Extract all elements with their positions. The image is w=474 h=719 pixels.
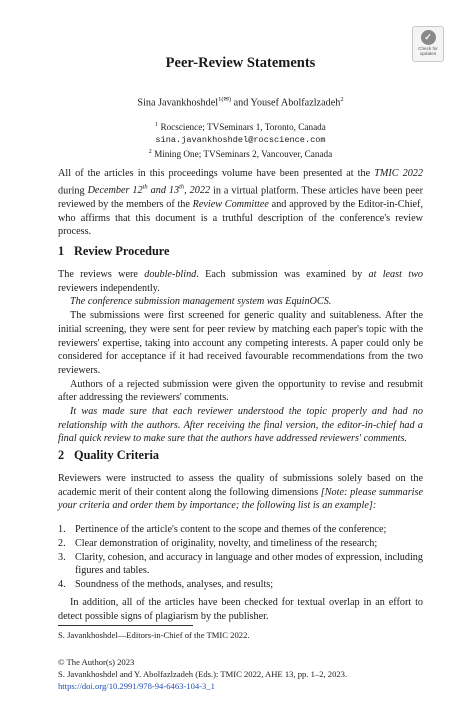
section-2-title: Quality Criteria [74,448,160,462]
section-2-number: 2 [58,448,65,462]
footnote-rule [58,625,193,626]
list-item-number: 3. [58,551,66,563]
s2-p1-note: [Note: please summarise your criteria and order them by importance; the following list is an example]: [58,486,423,512]
intro-date-th-1: th [142,183,148,191]
list-item [58,578,423,592]
paper-title: Peer-Review Statements [165,55,316,71]
s1-p1-text-e: reviewers independently. [58,282,160,294]
criteria-list [58,523,423,592]
affiliation-1 [58,119,423,134]
intro-date-2: , 2022 [184,185,211,197]
intro-text-1: All of the articles in this proceedings volume have been presented at the [58,168,375,179]
s1-paragraph-5 [58,405,423,446]
s1-paragraph-3: The submissions were first screened for generic quality and suitableness. After the initial screening, they were sent for peer review by matching each paper's topic with the reviewers' expertise, taking into account any competing interests. A paper could only be considered for acceptance if it had received favourable recommendations from the two reviewers. [58,310,423,376]
footnote: S. Javankhoshdel—Editors-in-Chief of the TMIC 2022. [58,630,250,640]
author-1-sup: 1(✉) [218,96,232,103]
intro-text-2: during [58,185,88,197]
section-1-title: Review Procedure [74,244,170,258]
affiliation-1-num: 1 [155,122,159,128]
intro-date-1: December 12 [87,185,143,197]
badge-line2: updates [419,51,437,56]
affiliations [58,119,423,161]
author-email[interactable]: sina.javankhoshdel@rocscience.com [155,134,326,145]
list-item-text: Pertinence of the article's content to the scope and themes of the conference; [75,524,387,536]
section-2-heading [58,448,159,463]
list-item-number: 4. [58,578,66,590]
author-2: Yousef Abolfazlzadeh [250,97,341,109]
s1-p1-at-least-two: at least two [368,269,423,280]
list-item [58,523,423,537]
author-1: Sina Javankhoshdel [137,97,219,109]
intro-date-th-2: th [179,183,185,191]
s1-p2-text: The conference submission management system was EquinOCS. [70,296,332,308]
list-item-text: Clear demonstration of originality, novelty, and timeliness of the research; [75,537,378,549]
copyright: © The Author(s) 2023 [58,657,135,667]
badge-line1: Check for [418,46,438,51]
intro-date-and: and 13 [147,185,180,197]
intro-text-3: in a virtual platform. These articles have been peer reviewed by the members of the [58,185,424,210]
author-list [58,95,423,108]
s1-paragraph-1 [58,268,423,295]
section-1-heading [58,244,170,259]
section-1-number: 1 [58,244,65,258]
citation: S. Javankhoshdel and Y. Abolfazlzadeh (Eds.): TMIC 2022, AHE 13, pp. 1–2, 2023. [58,669,348,679]
list-item-text: Soundness of the methods, analyses, and results; [75,578,274,590]
s1-p5-text: It was made sure that each reviewer understood the topic properly and had no relationship with the authors. After receiving the final version, the editor-in-chief had a final quick review to make sure that the authors have addressed reviewers' comments. [58,406,423,445]
s2-paragraph-2: In addition, all of the articles have been checked for textual overlap in an effort to detect possible signs of plagiarism by the publisher. [58,597,423,622]
intro-paragraph [58,167,423,239]
affiliation-1-text: Rocscience; TVSeminars 1, Toronto, Canada [158,122,326,133]
affiliation-2-text: Mining One; TVSeminars 2, Vancouver, Canada [151,149,333,160]
author-and: and [231,97,251,109]
section-2-body [58,472,423,592]
affiliation-2-num: 2 [148,149,152,156]
section-1-body [58,268,423,446]
intro-committee: Review Committee [192,198,269,210]
doi-link[interactable]: https://doi.org/10.2991/978-94-6463-104-3_1 [58,681,215,691]
author-2-sup: 2 [340,96,344,103]
list-item-number: 2. [58,537,66,549]
list-item [58,551,423,578]
s1-p1-text-a: The reviews were [58,269,145,280]
s1-paragraph-4: Authors of a rejected submission were given the opportunity to revise and resubmit after addressing the reviewers' comments. [58,378,423,404]
s1-p1-double-blind: double-blind [144,269,197,280]
s2-paragraph-1 [58,472,423,513]
affiliation-2 [58,146,423,161]
list-item [58,537,423,551]
s2-p1-text-a: Reviewers were instructed to assess the quality of submissions solely based on the academic merit of their content along the following dimensions [58,473,423,498]
list-item-text: Clarity, cohesion, and accuracy in language and other modes of expression, including figures and tables. [75,551,423,577]
bookmark-icon: ✓ [421,30,436,45]
s1-p1-text-c: . Each submission was examined by [196,269,369,280]
intro-text-4: and approved by the Editor-in-Chief, who affirms that this document is a truthful description of the conference's review process. [58,198,423,238]
list-item-number: 1. [58,524,66,536]
intro-conference: TMIC 2022 [374,168,423,179]
intro-date [88,185,210,196]
s1-paragraph-2 [58,295,423,309]
